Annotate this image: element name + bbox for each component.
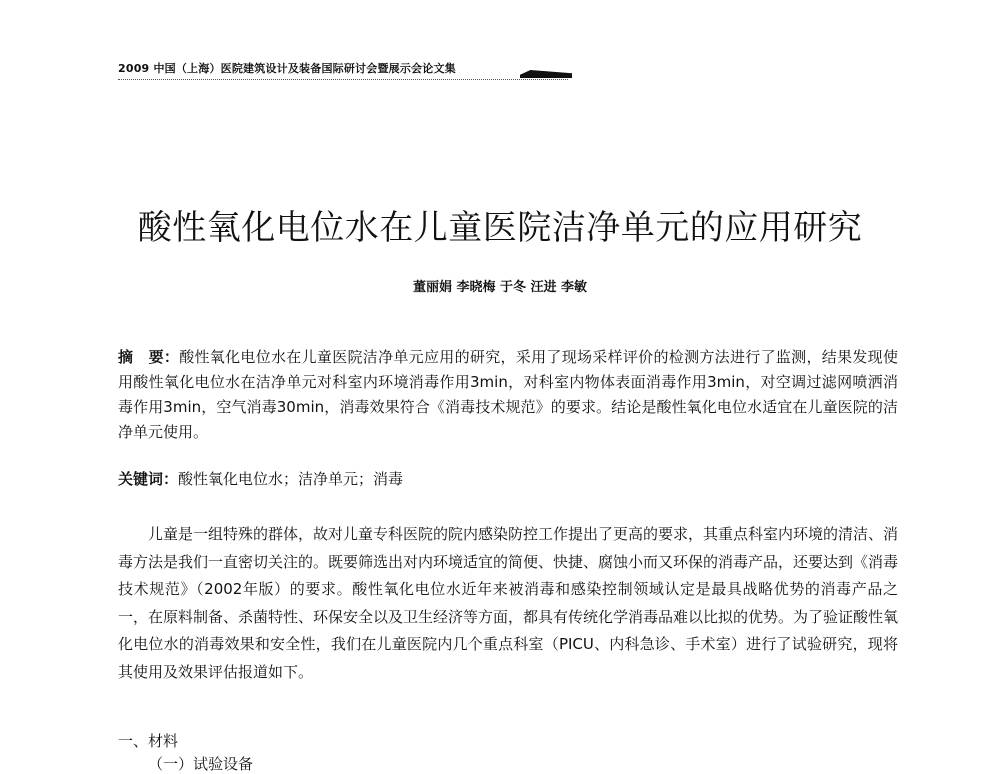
keywords-label: 关键词： (118, 470, 179, 488)
subsection-heading: （一）试验设备 (148, 755, 254, 773)
section-heading: 一、材料 (118, 732, 179, 750)
abstract (118, 345, 898, 445)
body-paragraph: 儿童是一组特殊的群体，故对儿童专科医院的院内感染防控工作提出了更高的要求，其重点科室内环境的清洁、消毒方法是我们一直密切关注的。既要筛选出对内环境适宜的简便、快捷、腐蚀小而又环保的消毒产品，还要达到《消毒技术规范》（2002年版）的要求。酸性氧化电位水近年来被消毒和感染控制领域认定是最具战略优势的消毒产品之一，在原料制备、杀菌特性、环保安全以及卫生经济等方面，都具有传统化学消毒品难以比拟的优势。为了验证酸性氧化电位水的消毒效果和安全性，我们在儿童医院内几个重点科室（PICU、内科急诊、手术室）进行了试验研究，现将其使用及效果评估报道如下。 (118, 525, 899, 681)
header-decorative-bar (520, 70, 572, 78)
paper-title: 酸性氧化电位水在儿童医院洁净单元的应用研究 (137, 208, 863, 248)
running-header: 2009 中国（上海）医院建筑设计及装备国际研讨会暨展示会论文集 (118, 62, 456, 75)
abstract-text: 酸性氧化电位水在儿童医院洁净单元应用的研究，采用了现场采样评价的检测方法进行了监测，结果发现使用酸性氧化电位水在洁净单元对科室内环境消毒作用3min，对科室内物体表面消毒作用3min，对空调过滤网喷洒消毒作用3min，空气消毒30min，消毒效果符合《消毒技术规范》的要求。结论是酸性氧化电位水适宜在儿童医院的洁净单元使用。 (118, 348, 898, 441)
keywords (118, 467, 898, 492)
header-dotted-rule (118, 79, 568, 80)
abstract-label: 摘 要： (118, 348, 180, 366)
keywords-text: 酸性氧化电位水；洁净单元；消毒 (178, 470, 404, 488)
paper-authors: 董丽娟 李晓梅 于冬 汪进 李敏 (412, 280, 588, 295)
